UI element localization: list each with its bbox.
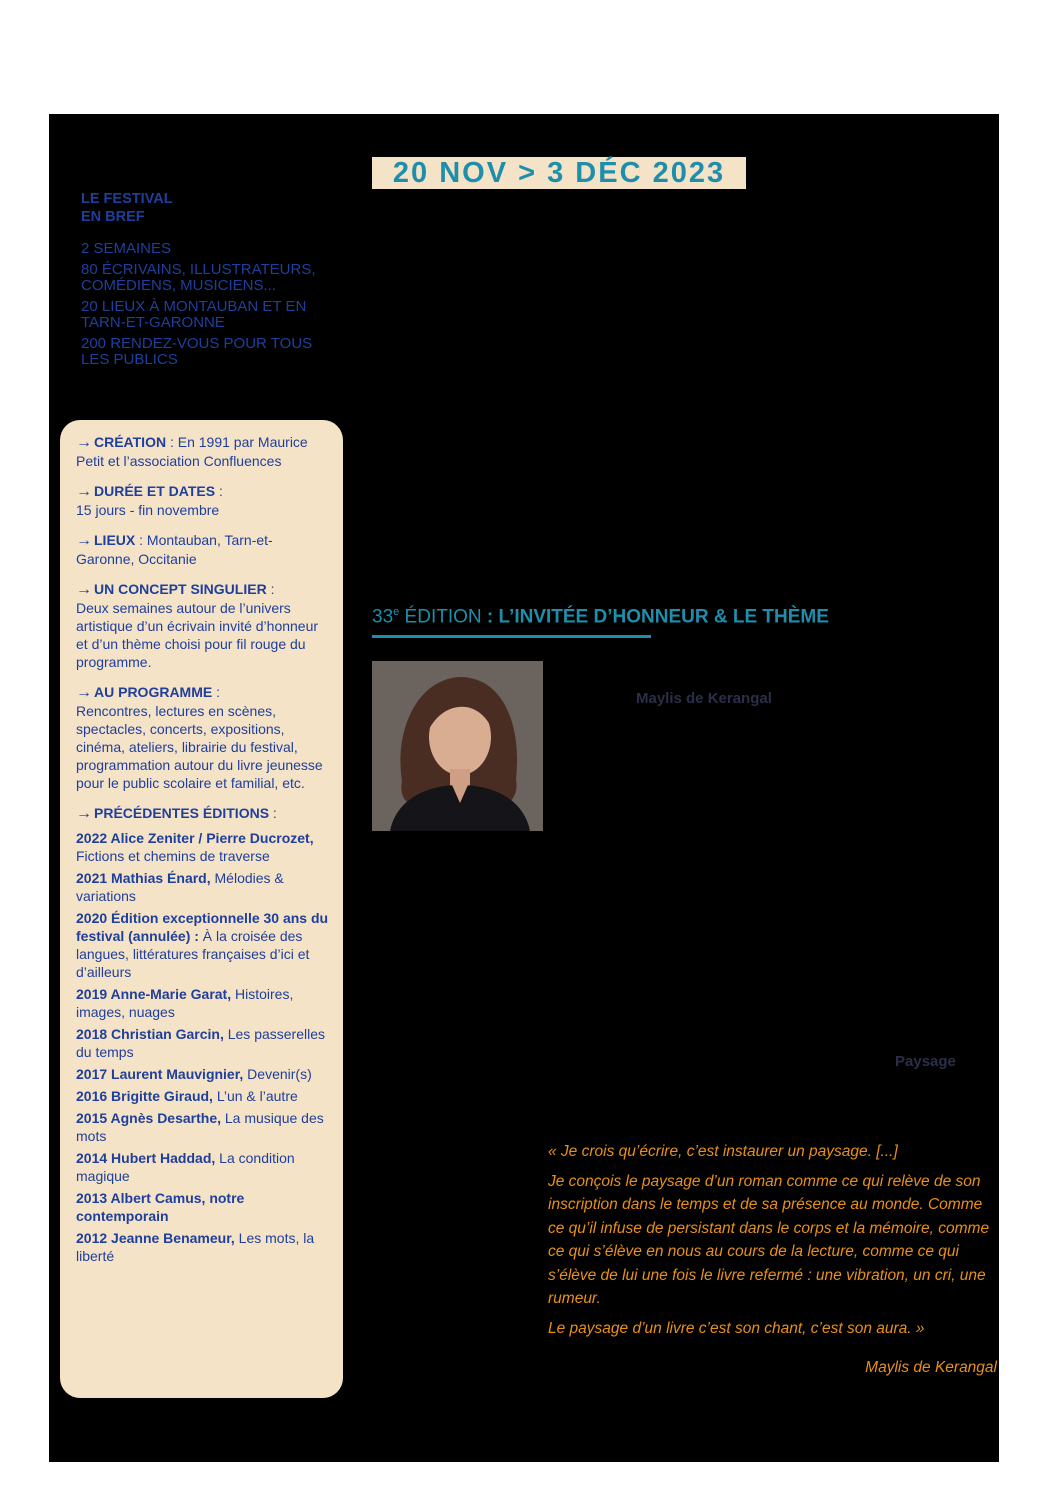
edition-word: ÉDITION [399,606,482,628]
info-card [60,420,343,1398]
quote-paragraph: Je conçois le paysage d’un roman comme ce qui relève de son inscription dans le temps et de sa présence au monde. Comme ce qu’il infuse de persistant dans le corps et la mémoire, comme ce qui s’élève en nous au cours de la lecture, comme ce qui s’élève de lui une fois le livre refermé : une vibration, un cri, une rumeur. [548,1172,990,1307]
info-label: LIEUX [94,532,136,548]
edition-theme: Les mots, la liberté [76,1230,315,1264]
arrow-right-icon: → [76,483,92,500]
info-section [76,482,329,519]
edition-entry [76,1149,329,1185]
arrow-right-icon: → [76,684,92,701]
edition-title: 2016 Brigitte Giraud, [76,1088,213,1104]
edition-title: 2021 Mathias Énard, [76,870,211,886]
info-text: Deux semaines autour de l’univers artistique d’un écrivain invité d’honneur et d’un thème choisi pour fil rouge du programme. [76,600,319,670]
edition-title: 2022 Alice Zeniter / Pierre Ducrozet, [76,830,314,846]
edition-theme: Mélodies & variations [76,870,284,904]
brief-list [81,241,336,373]
date-banner: 20 NOV > 3 DÉC 2023 [372,157,746,189]
info-section [76,683,329,792]
portrait-illustration [372,661,543,831]
info-sep: : [166,434,178,450]
edition-title: 2015 Agnès Desarthe, [76,1110,221,1126]
info-text: En 1991 par Maurice Petit et l’association Confluences [76,434,308,469]
edition-entry [76,1087,329,1105]
edition-title: 2019 Anne-Marie Garat, [76,986,232,1002]
edition-theme: Histoires, images, nuages [76,986,294,1020]
edition-entry [76,985,329,1021]
info-text: 15 jours - fin novembre [76,502,220,518]
edition-superscript: e [393,606,400,618]
info-label: DURÉE ET DATES [94,483,216,499]
info-label: UN CONCEPT SINGULIER [94,581,267,597]
edition-title: 2020 Édition exceptionnelle 30 ans du festival (annulée) : [76,910,329,944]
edition-title: 2013 Albert Camus, notre contemporain [76,1190,245,1224]
edition-number: 33 [372,606,394,628]
edition-entry [76,869,329,905]
edition-title: 2014 Hubert Haddad, [76,1150,216,1166]
edition-entry [76,1189,329,1225]
brief-item: 20 LIEUX À MONTAUBAN ET EN TARN-ET-GARONNE [81,298,307,331]
info-sep: : [135,532,147,548]
edition-entry [76,1025,329,1061]
info-sep: : [266,581,275,597]
previous-editions-heading [76,804,329,823]
edition-title: 2012 Jeanne Benameur, [76,1230,235,1246]
info-label: CRÉATION [94,434,167,450]
info-section [76,433,329,470]
edition-title: 2018 Christian Garcin, [76,1026,224,1042]
info-section [76,580,329,671]
quote-paragraph: Le paysage d’un livre c’est son chant, c’est son aura. » [548,1319,925,1337]
edition-entry [76,909,329,981]
quote-author: Maylis de Kerangal [865,1359,997,1376]
brief-title [81,190,173,226]
edition-theme: La musique des mots [76,1110,324,1144]
info-text: Montauban, Tarn-et-Garonne, Occitanie [76,532,273,567]
edition-theme: À la croisée des langues, littératures françaises d’ici et d’ailleurs [76,928,310,980]
edition-heading-rest: : L’INVITÉE D’HONNEUR & LE THÈME [481,606,829,628]
info-sep: : [215,483,223,499]
info-sep: : [212,684,221,700]
brief-item: 80 ÉCRIVAINS, ILLUSTRATEURS, COMÉDIENS, MUSICIENS... [81,261,316,294]
theme-word: Paysage [895,1053,956,1070]
edition-theme: Les passerelles du temps [76,1026,326,1060]
previous-label: PRÉCÉDENTES ÉDITIONS [94,805,270,821]
quote-paragraph: « Je crois qu’écrire, c’est instaurer un paysage. [...] [548,1143,898,1160]
brief-item: 200 RENDEZ-VOUS POUR TOUS LES PUBLICS [81,335,313,368]
edition-title: 2017 Laurent Mauvignier, [76,1066,244,1082]
heading-underline [372,635,651,638]
arrow-right-icon: → [76,581,92,598]
brief-item: 2 SEMAINES [81,240,172,257]
arrow-right-icon: → [76,532,92,549]
info-section [76,531,329,568]
edition-theme: La condition magique [76,1150,295,1184]
edition-theme: Devenir(s) [243,1066,312,1082]
edition-theme: L’un & l’autre [212,1088,298,1104]
guest-portrait [372,661,543,831]
guest-name: Maylis de Kerangal [636,690,772,707]
info-text: Rencontres, lectures en scènes, spectacles, concerts, expositions, cinéma, ateliers, librairie du festival, programmation autour du livre jeunesse pour le public scolaire et familial, etc. [76,703,323,791]
quote-block [548,1140,996,1346]
edition-entry [76,1229,329,1265]
edition-theme: Fictions et chemins de traverse [76,848,270,864]
edition-entry [76,1065,329,1083]
arrow-right-icon: → [76,434,92,451]
edition-entry [76,1109,329,1145]
brief-title-line2: EN BREF [81,209,145,225]
edition-heading [372,606,829,628]
previous-sep: : [269,805,277,821]
edition-entry [76,829,329,865]
brief-title-line1: LE FESTIVAL [81,191,173,207]
arrow-right-icon: → [76,805,92,822]
info-label: AU PROGRAMME [94,684,213,700]
